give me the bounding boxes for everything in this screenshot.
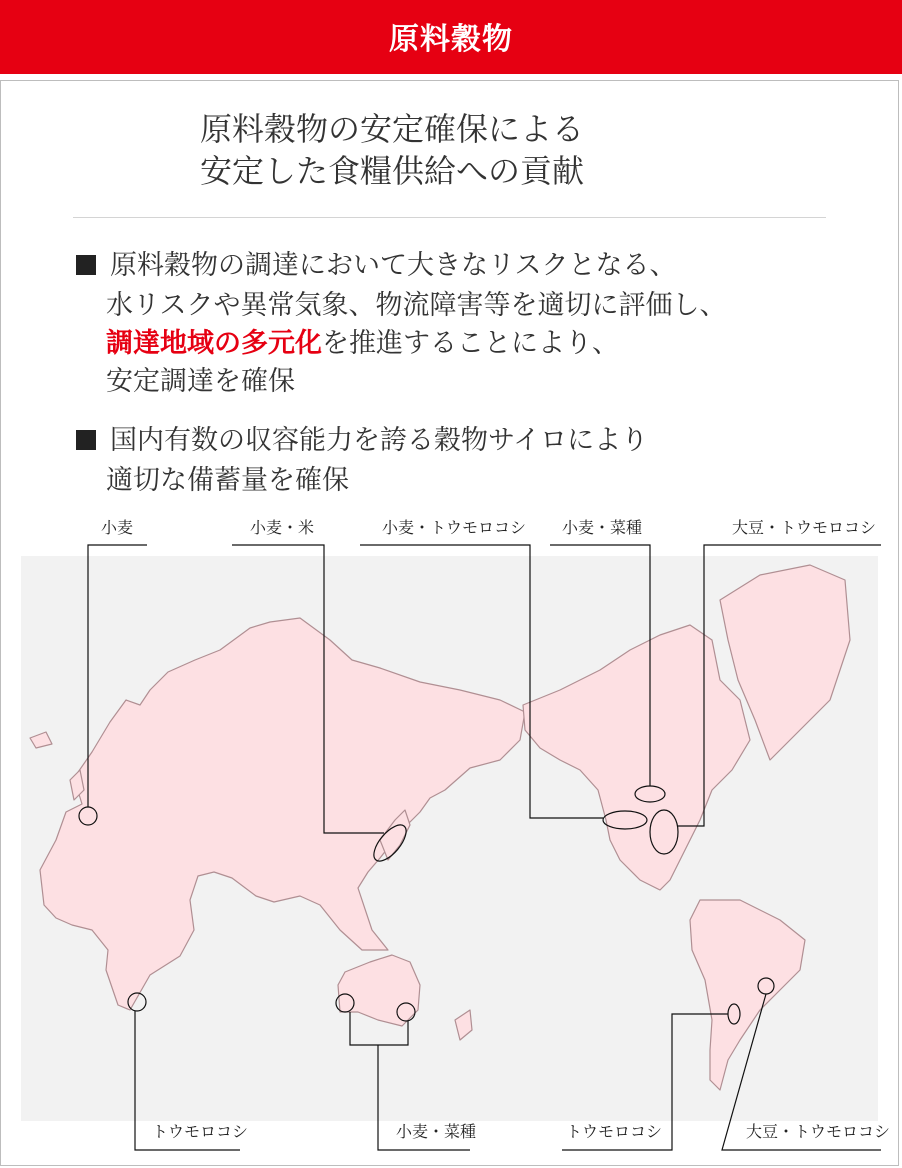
landmass-iceland bbox=[30, 732, 52, 748]
callout-canada-crop: 小麦・菜種 bbox=[562, 518, 643, 537]
landmass-new-zealand bbox=[455, 1010, 472, 1040]
headline-line-2: 安定した食糧供給への貢献 bbox=[200, 152, 585, 190]
callout-us-midwest-crop: 小麦・トウモロコシ bbox=[382, 518, 527, 537]
callout-australia-crop: 小麦・菜種 bbox=[396, 1122, 477, 1141]
callout-europe-crop: 小麦 bbox=[101, 518, 134, 537]
bullet-1-line-2: 水リスクや異常気象、物流障害等を適切に評価し、 bbox=[106, 290, 727, 321]
bullet-1-text-1: 原料穀物の調達において大きなリスクとなる、 bbox=[110, 250, 677, 281]
callout-argentina-crop: トウモロコシ bbox=[566, 1122, 663, 1141]
header-title: 原料穀物 bbox=[389, 22, 513, 57]
bullet-1-line-4: 安定調達を確保 bbox=[106, 366, 295, 397]
bullet-1-text-3: を推進することにより、 bbox=[322, 328, 619, 359]
emphasis-text: 調達地域の多元化 bbox=[106, 328, 322, 359]
callout-brazil-crop: 大豆・トウモロコシ bbox=[746, 1122, 891, 1141]
headline-line-1: 原料穀物の安定確保による bbox=[200, 110, 585, 148]
callout-far-east-crop: 小麦・米 bbox=[250, 518, 315, 537]
bullet-2-text-1: 国内有数の収容能力を誇る穀物サイロにより bbox=[110, 425, 649, 456]
landmass-eurasia bbox=[40, 618, 525, 1010]
callout-south-africa-crop: トウモロコシ bbox=[152, 1122, 249, 1141]
bullet-2-line-2: 適切な備蓄量を確保 bbox=[106, 465, 349, 496]
landmass-north-america bbox=[523, 625, 750, 890]
callout-us-east-crop: 大豆・トウモロコシ bbox=[732, 518, 877, 537]
